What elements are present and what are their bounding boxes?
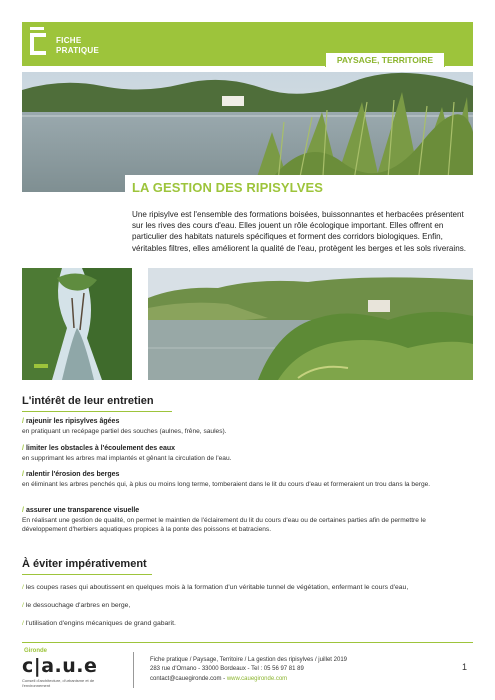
maintenance-item-head: [22, 418, 119, 425]
avoid-item: [22, 620, 176, 627]
maintenance-item-body: en éliminant les arbres penchés qui, à plus ou moins long terme, tomberaient dans le lit du cours d'eau et formeraient un trou dans la berge.: [22, 481, 431, 488]
slash-bullet: /: [22, 445, 24, 452]
avoid-item: [22, 602, 130, 609]
maintenance-item-head: [22, 471, 119, 478]
caue-subtitle: Conseil d'architecture, d'urbanisme et de l'environnement: [22, 678, 95, 688]
maintenance-item-body: En réalisant une gestion de qualité, on permet le maintien de l'éclairement du lit du cours d'eau ou de certaines parties afin de permettre le développement d'herbiers aquatiques propices à la ponte des poissons et batraciens.: [22, 517, 426, 533]
category-tag: PAYSAGE, TERRITOIRE: [325, 52, 445, 67]
footer-document-line: Fiche pratique / Paysage, Territoire / La gestion des ripisylves / juillet 2019: [150, 657, 347, 663]
maintenance-item-body: en supprimant les arbres mal implantés et gênant la circulation de l'eau.: [22, 455, 232, 462]
page-number: 1: [462, 662, 468, 672]
avoid-item-text: l'utilisation d'engins mécaniques de grand gabarit.: [25, 620, 176, 627]
slash-bullet: /: [22, 620, 24, 627]
footer-contact-line: [150, 675, 347, 684]
maintenance-item-head: [22, 445, 175, 452]
caue-region-label: Gironde: [24, 648, 48, 654]
maintenance-item-body: en pratiquant un recépage partiel des souches (aulnes, frêne, saules).: [22, 428, 227, 435]
section-maintenance-title: L'intérêt de leur entretien: [22, 395, 154, 407]
maintenance-item-head: [22, 507, 139, 514]
slash-bullet: /: [22, 584, 24, 591]
slash-bullet: /: [22, 471, 24, 478]
section-avoid-title: À éviter impérativement: [22, 558, 147, 570]
maintenance-item-head-text: ralentir l'érosion des berges: [25, 471, 120, 478]
footer-info: [150, 656, 347, 684]
fiche-logo-icon: [28, 27, 50, 57]
avoid-item: [22, 584, 408, 591]
footer-website-link[interactable]: www.cauegironde.com: [226, 675, 288, 682]
footer-divider: [22, 642, 473, 643]
footer-separator: [133, 652, 134, 688]
slash-bullet: /: [22, 507, 24, 514]
slash-bullet: /: [22, 418, 24, 425]
footer-email-link[interactable]: contact@cauegironde.com: [150, 675, 222, 682]
avoid-item-text: le dessouchage d'arbres en berge,: [25, 602, 131, 609]
slash-bullet: /: [22, 602, 24, 609]
fiche-line1: FICHE: [56, 36, 82, 45]
maintenance-item-head-text: assurer une transparence visuelle: [25, 507, 140, 514]
section-avoid-underline: [22, 574, 152, 575]
riverbank-photo: [148, 268, 473, 380]
fiche-pratique-label: [56, 36, 99, 56]
footer-address-line: 283 rue d'Ornano - 33000 Bordeaux - Tel : 05 56 97 81 89: [150, 666, 304, 673]
page-title: LA GESTION DES RIPISYLVES: [132, 180, 324, 195]
footer-contact-sep: -: [221, 675, 227, 682]
caue-logo: c|a.u.e: [22, 655, 98, 677]
maintenance-item-head-text: rajeunir les ripisylves âgées: [25, 418, 120, 425]
main-river-photo: [22, 72, 473, 192]
intro-paragraph: Une ripisylve est l'ensemble des formations boisées, buissonnantes et herbacées présentent sur les rives des cours d'eau. Elles jouent un rôle écologique important. Elles offrent en particulier des habitats naturels spécifiques et forment des corridors biologiques. Enfin, véritables filtres, elles améliorent la qualité de l'eau, protègent les berges et les sols riverains.: [132, 210, 467, 253]
forest-stream-photo: [22, 268, 132, 380]
maintenance-item-head-text: limiter les obstacles à l'écoulement des eaux: [25, 445, 176, 452]
fiche-line2: PRATIQUE: [56, 46, 100, 55]
section-maintenance-underline: [22, 411, 172, 412]
avoid-item-text: les coupes rases qui aboutissent en quelques mois à la formation d'un véritable tunnel de végétation, enfermant le cours d'eau,: [25, 584, 409, 591]
